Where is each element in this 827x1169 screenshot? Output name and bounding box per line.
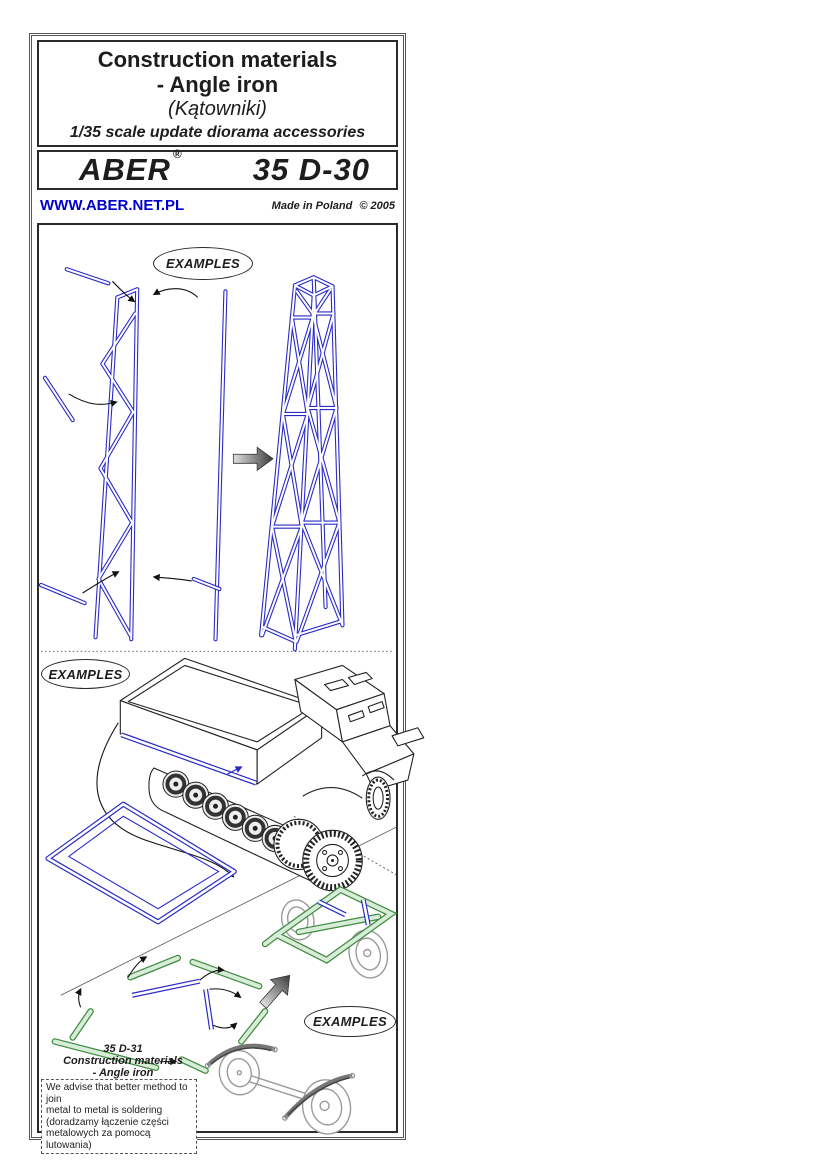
examples-label: EXAMPLES — [166, 256, 240, 271]
examples-label: EXAMPLES — [313, 1014, 387, 1029]
advisory-line-3: (doradzamy łączenie części — [46, 1116, 169, 1128]
brand-name: ABER — [79, 152, 171, 187]
related-product-label — [39, 1043, 207, 1079]
sheet-outer-border — [29, 33, 406, 1151]
advisory-line-2: metal to metal is soldering — [46, 1105, 163, 1116]
assembly-arrow-icon — [255, 968, 298, 1013]
assembly-arrow-icon — [233, 447, 273, 470]
title-box — [37, 40, 398, 147]
made-in-note — [272, 200, 395, 212]
related-product-name-1: Construction materials — [63, 1055, 183, 1067]
examples-badge-bottom — [304, 1006, 396, 1037]
tower-assembly-drawing — [41, 269, 342, 649]
related-product-name-2: - Angle iron — [92, 1067, 154, 1079]
halftrack-vehicle-drawing — [97, 658, 424, 890]
website-url: WWW.ABER.NET.PL — [40, 197, 185, 214]
title-line-2: - Angle iron — [156, 72, 279, 97]
illustration-panel — [37, 223, 398, 1151]
title-line-1: Construction materials — [97, 47, 338, 72]
copyright-text: © 2005 — [359, 199, 395, 212]
examples-label: EXAMPLES — [48, 666, 123, 682]
advisory-line-1: We advise that better method to join — [46, 1082, 188, 1105]
web-row — [37, 190, 398, 221]
title-line-4: 1/35 scale update diorama accessories — [69, 124, 366, 141]
examples-badge-top — [153, 247, 253, 280]
examples-badge-middle — [41, 659, 130, 689]
product-code: 35 D-30 — [252, 152, 370, 187]
soldering-advisory-box — [41, 1079, 197, 1154]
related-product-code: 35 D-31 — [103, 1043, 143, 1055]
brand-logo — [79, 146, 183, 188]
registered-mark: ® — [172, 146, 183, 161]
assembled-trailer-drawing — [265, 890, 392, 983]
brand-box — [37, 146, 398, 190]
title-line-3: (Kątowniki) — [168, 98, 267, 120]
made-in-text: Made in Poland — [271, 199, 353, 212]
axle-wheels-drawing — [205, 1046, 355, 1139]
sheet-inner-border — [31, 35, 404, 1151]
advisory-line-4: metalowych za pomocą lutowania) — [46, 1128, 151, 1151]
